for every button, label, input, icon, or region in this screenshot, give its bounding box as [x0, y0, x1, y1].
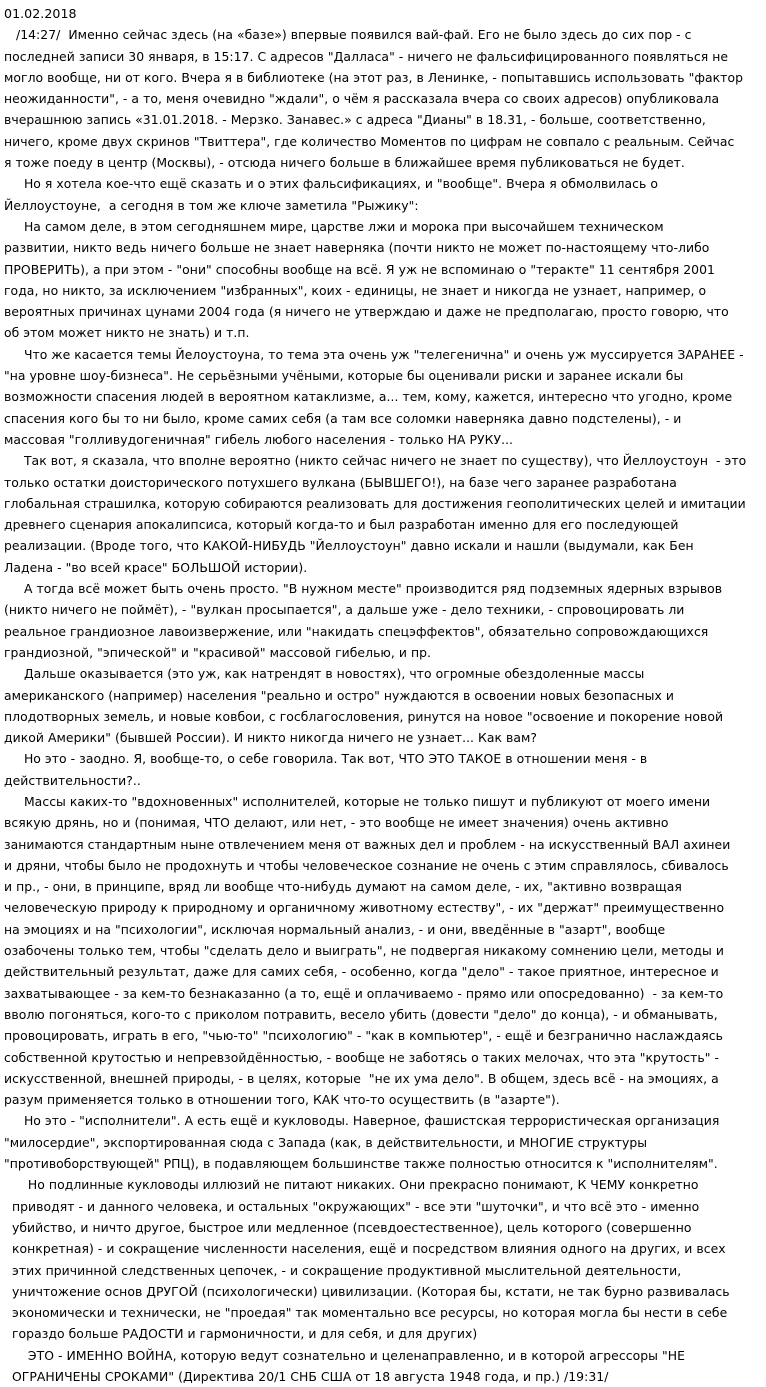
text-line: Но это - заодно. Я, вообще-то, о себе говорила. Так вот, ЧТО ЭТО ТАКОЕ в отношении меня - в — [4, 751, 648, 767]
text-line: развитии, никто ведь ничего больше не знает наверняка (почти никто не может по-настоящему что-либо — [4, 240, 710, 256]
text-line: Дальше оказывается (это уж, как натрендят в новостях), что огромные обездоленные массы — [4, 666, 645, 682]
text-line: Но я хотела кое-что ещё сказать и о этих фальсификациях, и "вообще". Вчера я обмолвилась о — [4, 176, 658, 192]
text-line: (никто ничего не поймёт), - "вулкан просыпается", а дальше уже - дело техники, - спровоцировать ли — [4, 602, 685, 618]
text-line: и пр., - они, в принципе, вряд ли вообще что-нибудь думают на самом деле, - их, "активно возвращая — [4, 879, 682, 895]
text-line: конкретная) - и сокращение численности населения, ещё и посредством влияния одного на других, и всех — [4, 1241, 726, 1257]
text-line: действительности?.. — [4, 772, 141, 788]
text-line: гораздо больше РАДОСТИ и гармоничности, и для себя, и для других) — [4, 1326, 478, 1342]
text-line: и дряни, чтобы было не продохнуть и чтобы человеческое сознание не очень с этим справлялось, сбивалось — [4, 857, 729, 873]
text-line: древнего сценария апокалипсиса, который когда-то и был разработан именно для его последующей — [4, 517, 679, 533]
text-line: на эмоциях и на "психологии", исключая нормальный анализ, - и они, введённые в "азарт", вообще — [4, 921, 666, 937]
text-line: "милосердие", экспортированная сюда с Запада (как, в действительности, и МНОГИЕ структуры — [4, 1134, 648, 1150]
text-line: озабочены только тем, чтобы "сделать дело и выиграть", не подвергая никакому сомнению цели, методы и — [4, 943, 724, 959]
text-line: занимаются стандартным ныне отвлечением меня от важных дел и проблем - на искусственный ВАЛ ахинеи — [4, 836, 731, 852]
text-line: /14:27/ Именно сейчас здесь (на «базе») впервые появился вай-фай. Его не было здесь до сих пор - с — [4, 27, 692, 43]
text-line: Но подлинные кукловоды иллюзий не питают никаких. Они прекрасно понимают, К ЧЕМУ конкретно — [4, 1177, 699, 1193]
text-line: массовая "голливудогеничная" гибель любого населения - только НА РУКУ... — [4, 431, 514, 447]
text-line: Ладена - "во всей красе" БОЛЬШОЙ истории). — [4, 559, 308, 575]
text-line: убийство, и ничто другое, быстрое или медленное (псевдоестественное), цель которого (совершенно — [4, 1219, 692, 1235]
text-line: глобальная страшилка, которую собираются реализовать для достижения геополитических целей и имитации — [4, 495, 746, 511]
text-line: вволю погоняться, кого-то с приколом потравить, весело убить (довести "дело" до конца), - и обманывать, — [4, 1006, 718, 1022]
text-line: "на уровне шоу-бизнеса". Не серьёзными учёными, которые бы оценивали риски и заранее искали бы — [4, 368, 684, 384]
text-line: "противоборствующей" РПЦ), в подавляющем большинстве также полностью относится к "исполнителям". — [4, 1156, 718, 1172]
text-line: плодотворных земель, и новые ковбои, с госблагословения, ринутся на новое "освоение и покорение новой — [4, 708, 724, 724]
text-line: этих причинной следственных цепочек, - и сокращение продуктивной мыслительной деятельности, — [4, 1262, 682, 1278]
text-line: приводят - и данного человека, и остальных "окружающих" - все эти "шуточки", и что всё это - именно — [4, 1198, 700, 1214]
text-line: Йеллоустоуне, а сегодня в том же ключе заметила "Рыжику": — [4, 197, 419, 213]
text-line: провоцировать, играть в его, "чью-то" "психологию" - "как в компьютер", - ещё и безгранично наслаждаясь — [4, 1028, 723, 1044]
text-line: вчерашнюю запись «31.01.2018. - Мерзко. Занавес.» с адреса "Дианы" в 18.31, - больше, соответственно, — [4, 112, 706, 128]
text-line: спасения кого бы то ни было, кроме самих себя (а там все соломки наверняка давно подстелены), - и — [4, 410, 682, 426]
text-line: дикой Америки" (бывшей России). И никто никогда ничего не узнает... Как вам? — [4, 730, 538, 746]
text-line: об этом может никто не знать) и т.п. — [4, 325, 250, 341]
text-line: собственной крутостью и непревзойдённостью, - вообще не заботясь о таких мелочах, что эта "крутость" - — [4, 1049, 719, 1065]
text-line: захватывающее - за кем-то безнаказанно (а то, ещё и оплачиваемо - прямо или опосредованно) - за кем-то — [4, 985, 724, 1001]
text-line: реальное грандиозное лавоизвержение, или "накидать спецэффектов", обязательно сопровождающихся — [4, 623, 709, 639]
text-line: ничего, кроме двух скринов "Твиттера", где количество Моментов по цифрам не совпало с реальным. Сейчас — [4, 133, 735, 149]
text-line: уничтожение основ ДРУГОЙ (психологически) цивилизации. (Которая бы, кстати, не так бурно развивалась — [4, 1283, 730, 1299]
text-line: только остатки доисторического потухшего вулкана (БЫВШЕГО!), на базе чего заранее разработана — [4, 474, 677, 490]
text-line: человеческую природу к природному и органичному животному естеству", - их "держат" преимущественно — [4, 900, 725, 916]
text-line: возможности спасения людей в вероятном катаклизме, а... тем, кому, кажется, интересно что угодно, кроме — [4, 389, 733, 405]
text-line: последней записи 30 января, в 15:17. С адресов "Далласа" - ничего не фальсифицированного появляться не — [4, 48, 729, 64]
text-line: могло вообще, ни от кого. Вчера я в библиотеке (на этот раз, в Ленинке, - попытавшись использовать "фактор — [4, 69, 743, 85]
text-line: действительный результат, даже для самих себя, - особенно, когда "дело" - такое приятное, интересное и — [4, 964, 719, 980]
text-line: американского (например) населения "реально и остро" нуждаются в освоении новых безопасных и — [4, 687, 674, 703]
text-line: А тогда всё может быть очень просто. "В нужном месте" производится ряд подземных ядерных взрывов — [4, 581, 723, 597]
text-line: разум применяется только в отношении того, КАК что-то осуществить (в "азарте"). — [4, 1092, 560, 1108]
text-line: года, но никто, за исключением "избранных", коих - единицы, не знает и никогда не узнает, например, о — [4, 282, 707, 298]
text-line: Так вот, я сказала, что вполне вероятно (никто сейчас ничего не знает по существу), что Йеллоустоун - это — [4, 453, 747, 469]
text-line: ЭТО - ИМЕННО ВОЙНА, которую ведут сознательно и целенаправленно, и в которой агрессоры "НЕ — [4, 1347, 685, 1363]
text-line: искусственной, внешней природы, - в целях, которые "не их ума дело". В общем, здесь всё - на эмоциях, а — [4, 1070, 719, 1086]
text-line: Но это - "исполнители". А есть ещё и кукловоды. Наверное, фашистская террористическая организация — [4, 1113, 720, 1129]
text-line: реализации. (Вроде того, что КАКОЙ-НИБУДЬ "Йеллоустоун" давно искали и нашли (выдумали, как Бен — [4, 538, 694, 554]
document-body — [4, 3, 762, 1387]
text-line: ПРОВЕРИТЬ), а при этом - "они" способны вообще на всё. Я уж не вспоминаю о "теракте" 11 сентября 2001 — [4, 261, 715, 277]
text-line: я тоже поеду в центр (Москвы), - отсюда ничего больше в ближайшее время публиковаться не будет. — [4, 155, 685, 171]
text-line: Что же касается темы Йелоустоуна, то тема эта очень уж "телегенична" и очень уж муссируется ЗАРАНЕЕ - — [4, 346, 744, 362]
text-line: грандиозной, "эпической" и "красивой" массовой гибелью, и пр. — [4, 644, 432, 660]
text-line: экономически и технически, не "проедая" так моментально все ресурсы, но которая могла бы нести в себе — [4, 1305, 728, 1321]
text-line: вероятных причинах цунами 2004 года (я ничего не утверждаю и даже не предполагаю, просто говорю, что — [4, 304, 729, 320]
text-line: Массы каких-то "вдохновенных" исполнителей, которые не только пишут и публикуют от моего имени — [4, 793, 711, 809]
entry-date: 01.02.2018 — [4, 6, 77, 21]
text-line: ОГРАНИЧЕНЫ СРОКАМИ" (Директива 20/1 СНБ США от 18 августа 1948 года, и пр.) /19:31/ — [4, 1369, 609, 1384]
text-line: На самом деле, в этом сегодняшнем мире, царстве лжи и морока при высочайшем техническом — [4, 218, 664, 234]
text-line: неожиданности", - а то, меня очевидно "ждали", о чём я рассказала вчера со своих адресов) опубликовала — [4, 91, 720, 107]
entry-text — [4, 24, 762, 1387]
text-line: всякую дрянь, но и (понимая, ЧТО делают, или нет, - это вообще не имеет значения) очень активно — [4, 815, 669, 831]
